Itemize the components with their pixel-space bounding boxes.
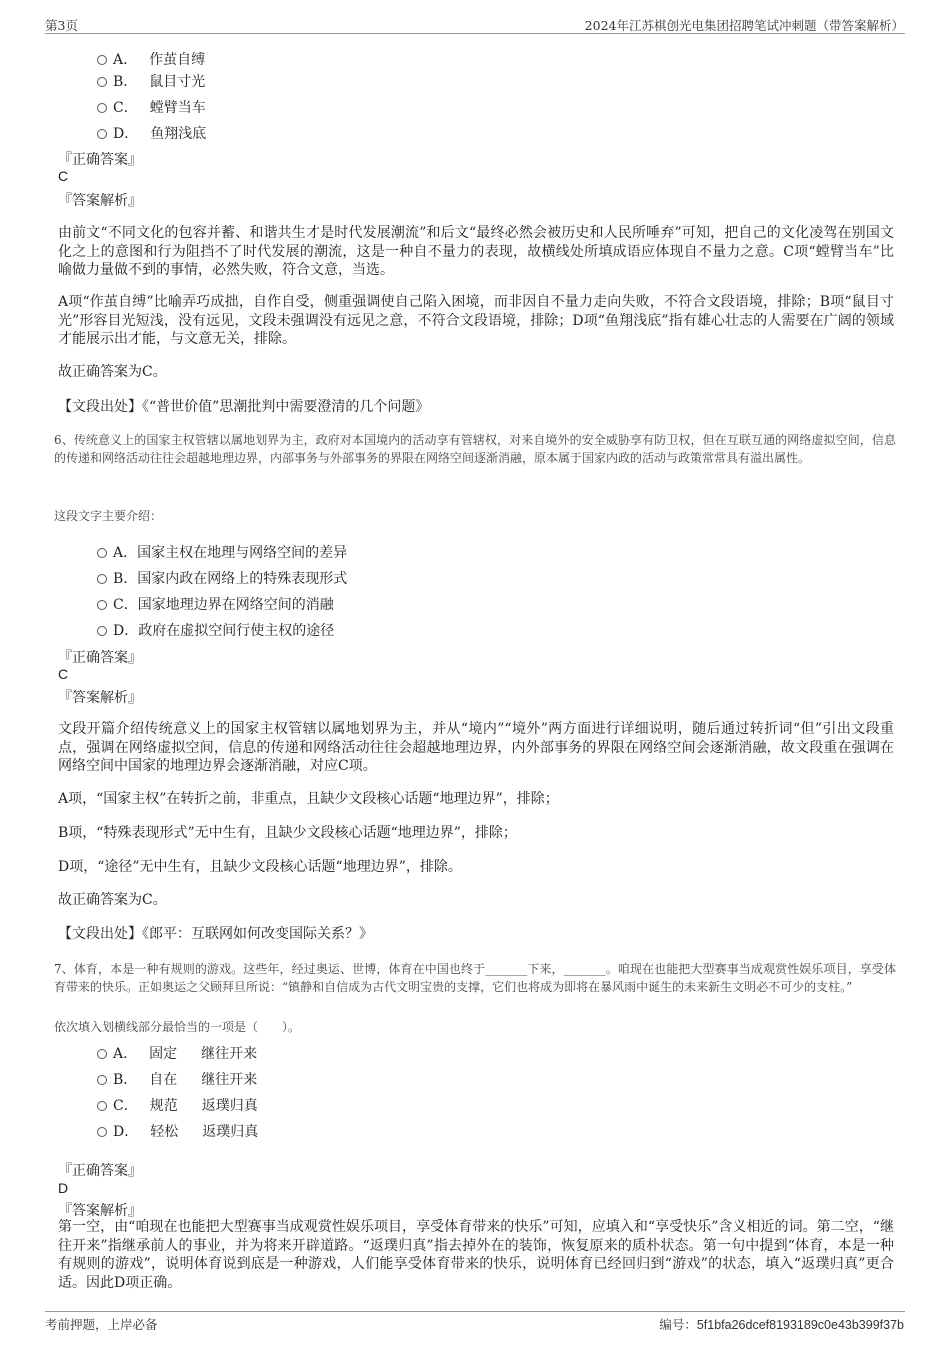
radio-icon[interactable]: [97, 626, 107, 636]
q6-answer: C: [58, 666, 69, 682]
q7-option-d[interactable]: D． 轻松 返璞归真: [97, 1121, 258, 1141]
radio-icon[interactable]: [97, 1127, 107, 1137]
q7-analysis-label: 『答案解析』: [58, 1203, 142, 1219]
q5-analysis-p1: 由前文“不同文化的包容并蓄、和谐共生才是时代发展潮流”和后文“最终必然会被历史和人民所唾弃”可知，把自己的文化凌驾在别国文化之上的意图和行为阻挡不了时代发展的潮流，这是一种自不量力的表现，故横线处所填成语应体现自不量力之意。C项“螳臂当车”比喻做力量做不到的事情，必然失败，符合文意，当选。: [58, 225, 894, 278]
q5-source: 【文段出处】《“普世价值”思潮批判中需要澄清的几个问题》: [58, 399, 430, 415]
q7-option-c[interactable]: C． 规范 返璞归真: [97, 1095, 258, 1115]
radio-icon[interactable]: [97, 1049, 107, 1059]
q7-option-b[interactable]: B． 自在 继往开来: [97, 1069, 257, 1089]
q5-option-d[interactable]: D． 鱼翔浅底: [97, 123, 206, 143]
radio-icon[interactable]: [97, 77, 107, 87]
q5-option-a[interactable]: A． 作茧自缚: [97, 49, 205, 69]
q6-answer-label: 『正确答案』: [58, 650, 142, 666]
q5-option-b[interactable]: B． 鼠目寸光: [97, 71, 205, 91]
q7-answer: D: [58, 1180, 69, 1196]
radio-icon[interactable]: [97, 55, 107, 65]
q5-answer: C: [58, 168, 69, 184]
q6-stem: 6、传统意义上的国家主权管辖以属地划界为主，政府对本国境内的活动享有管辖权，对来自境外的安全威胁享有防卫权，但在互联互通的网络虚拟空间，信息的传递和网络活动往往会超越地理边界，内部事务与外部事务的界限在网络空间逐渐消融，原本属于国家内政的活动与政策常常具有溢出属性。: [54, 433, 896, 465]
q6-option-c[interactable]: C．国家地理边界在网络空间的消融: [97, 594, 334, 614]
radio-icon[interactable]: [97, 103, 107, 113]
q6-source: 【文段出处】《郎平：互联网如何改变国际关系？》: [58, 926, 373, 942]
q7-prompt: 依次填入划横线部分最恰当的一项是（ ）。: [54, 1020, 301, 1034]
q6-analysis-label: 『答案解析』: [58, 690, 142, 706]
q6-option-a[interactable]: A．国家主权在地理与网络空间的差异: [97, 542, 347, 562]
q5-analysis-p2: A项“作茧自缚”比喻弄巧成拙，自作自受，侧重强调使自己陷入困境，而非因自不量力走向失败，不符合文段语境，排除；B项“鼠目寸光”形容目光短浅，没有远见，文段未强调没有远见之意，不符合文段语境，排除；D项“鱼翔浅底”指有雄心壮志的人需要在广阔的领域才能展示出才能，与文意无关，排除。: [58, 294, 894, 347]
q5-conclusion: 故正确答案为C。: [58, 364, 167, 380]
q5-option-c[interactable]: C． 螳臂当车: [97, 97, 206, 117]
document-title: 2024年江苏棋创光电集团招聘笔试冲刺题（带答案解析）: [584, 18, 904, 33]
q6-prompt: 这段文字主要介绍：: [54, 509, 163, 523]
q6-option-b[interactable]: B．国家内政在网络上的特殊表现形式: [97, 568, 347, 588]
header-divider: [45, 33, 905, 34]
radio-icon[interactable]: [97, 1075, 107, 1085]
radio-icon[interactable]: [97, 548, 107, 558]
q6-option-d[interactable]: D．政府在虚拟空间行使主权的途径: [97, 620, 334, 640]
document-code: 编号：5f1bfa26dcef8193189c0e43b399f37b: [659, 1318, 904, 1332]
radio-icon[interactable]: [97, 600, 107, 610]
q6-conclusion: 故正确答案为C。: [58, 892, 167, 908]
radio-icon[interactable]: [97, 574, 107, 584]
radio-icon[interactable]: [97, 129, 107, 139]
q6-analysis-p1: 文段开篇介绍传统意义上的国家主权管辖以属地划界为主，并从“境内”“境外”两方面进行详细说明，随后通过转折词“但”引出文段重点，强调在网络虚拟空间，信息的传递和网络活动往往会超越地理边界，内外部事务的界限在网络空间会逐渐消融，故文段重在强调在网络空间中国家的地理边界会逐渐消融，对应C项。: [58, 721, 894, 774]
q7-option-a[interactable]: A． 固定 继往开来: [97, 1043, 257, 1063]
q6-analysis-a: A项，“国家主权”在转折之前，非重点，且缺少文段核心话题“地理边界”，排除；: [58, 791, 559, 807]
footer-divider: [45, 1311, 905, 1312]
page-number: 第3页: [45, 18, 78, 33]
q7-stem: 7、体育，本是一种有规则的游戏。这些年，经过奥运、世博，体育在中国也终于_______下来，_______。咱现在也能把大型赛事当成观赏性娱乐项目，享受体育带来的快乐。正如奥运之父顾拜旦所说：“镇静和自信成为古代文明宝贵的支撑，它们也将成为即将在暴风雨中诞生的未来新生文明必不可少的支柱。”: [54, 962, 896, 994]
q5-answer-label: 『正确答案』: [58, 152, 142, 168]
q7-answer-label: 『正确答案』: [58, 1163, 142, 1179]
footer-slogan: 考前押题，上岸必备: [45, 1317, 158, 1332]
q7-analysis: 第一空，由“咱现在也能把大型赛事当成观赏性娱乐项目，享受体育带来的快乐”可知，应填入和“享受快乐”含义相近的词。第二空，“继往开来”指继承前人的事业，并为将来开辟道路。“返璞归真”指去掉外在的装饰，恢复原来的质朴状态。第一句中提到“体育，本是一种有规则的游戏”，说明体育说到底是一种游戏，人们能享受体育带来的快乐，说明体育已经回归到“游戏”的状态，填入“返璞归真”更合适。因此D项正确。: [58, 1219, 894, 1291]
radio-icon[interactable]: [97, 1101, 107, 1111]
q5-analysis-label: 『答案解析』: [58, 193, 142, 209]
q6-analysis-b: B项，“特殊表现形式”无中生有，且缺少文段核心话题“地理边界”，排除；: [58, 825, 517, 841]
q6-analysis-d: D项，“途径”无中生有，且缺少文段核心话题“地理边界”，排除。: [58, 859, 462, 875]
